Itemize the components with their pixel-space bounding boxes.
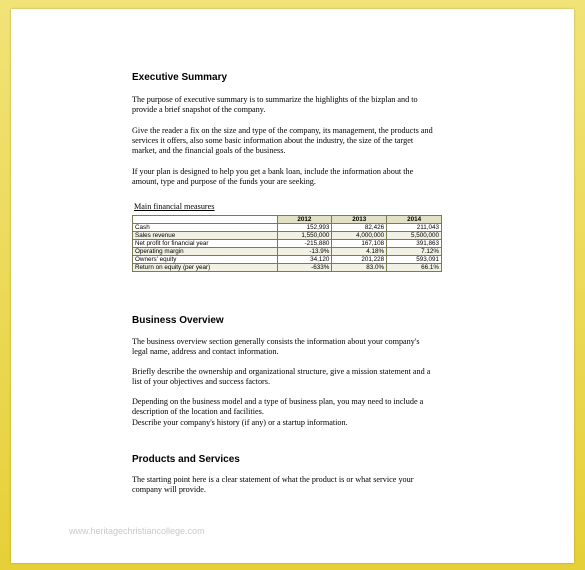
row-value: 593,091 <box>387 256 442 264</box>
products-services-heading: Products and Services <box>132 454 240 465</box>
row-value: 34,120 <box>277 256 332 264</box>
row-value: 5,500,000 <box>387 232 442 240</box>
row-label: Operating margin <box>133 248 278 256</box>
row-label: Net profit for financial year <box>133 240 278 248</box>
row-value: 211,043 <box>387 224 442 232</box>
executive-summary-paragraph-2: Give the reader a fix on the size and type of the company, its management, the products and services it offers, also some basic information about the industry, the size of the target market, and the financial goals of the business. <box>132 126 433 156</box>
row-value: 167,108 <box>332 240 387 248</box>
row-value: -633% <box>277 264 332 272</box>
executive-summary-paragraph-1: The purpose of executive summary is to summarize the highlights of the bizplan and to provide a brief snapshot of the company. <box>132 95 418 115</box>
executive-summary-paragraph-3: If your plan is designed to help you get a bank loan, include the information about the amount, type and purpose of the funds your are seeking. <box>132 167 414 187</box>
row-value: 66.1% <box>387 264 442 272</box>
row-value: -215,880 <box>277 240 332 248</box>
row-label: Owners' equity <box>133 256 278 264</box>
table-header-2013: 2013 <box>332 216 387 224</box>
table-row <box>133 256 442 264</box>
row-value: 1,550,000 <box>277 232 332 240</box>
executive-summary-heading: Executive Summary <box>132 72 228 83</box>
table-header-2012: 2012 <box>277 216 332 224</box>
row-value: -13.9% <box>277 248 332 256</box>
table-header-row <box>133 216 442 224</box>
products-services-paragraph-1: The starting point here is a clear statement of what the product is or what service your company will provide. <box>132 475 414 495</box>
table-header-2014: 2014 <box>387 216 442 224</box>
business-overview-heading: Business Overview <box>132 315 224 326</box>
business-overview-paragraph-1: The business overview section generally consists the information about your company's legal name, address and contact information. <box>132 337 420 357</box>
row-value: 391,863 <box>387 240 442 248</box>
row-label: Sales revenue <box>133 232 278 240</box>
row-value: 83.0% <box>332 264 387 272</box>
table-row <box>133 264 442 272</box>
row-value: 7.12% <box>387 248 442 256</box>
table-row <box>133 232 442 240</box>
financial-table-title: Main financial measures <box>134 202 215 211</box>
row-label: Return on equity (per year) <box>133 264 278 272</box>
document-page <box>11 9 574 563</box>
table-row <box>133 224 442 232</box>
row-value: 152,993 <box>277 224 332 232</box>
business-overview-paragraph-3: Depending on the business model and a type of business plan, you may need to include a description of the location and facilities. <box>132 397 424 417</box>
table-header-blank <box>133 216 278 224</box>
business-overview-paragraph-4: Describe your company's history (if any) or a startup information. <box>132 418 348 427</box>
row-value: 201,228 <box>332 256 387 264</box>
watermark-text: www.heritagechristiancollege.com <box>69 526 205 536</box>
row-label: Cash <box>133 224 278 232</box>
row-value: 4,000,000 <box>332 232 387 240</box>
row-value: 4.18% <box>332 248 387 256</box>
financial-table <box>132 215 442 272</box>
row-value: 82,426 <box>332 224 387 232</box>
table-row <box>133 248 442 256</box>
business-overview-paragraph-2: Briefly describe the ownership and organizational structure, give a mission statement and a list of your objectives and success factors. <box>132 367 431 387</box>
table-row <box>133 240 442 248</box>
